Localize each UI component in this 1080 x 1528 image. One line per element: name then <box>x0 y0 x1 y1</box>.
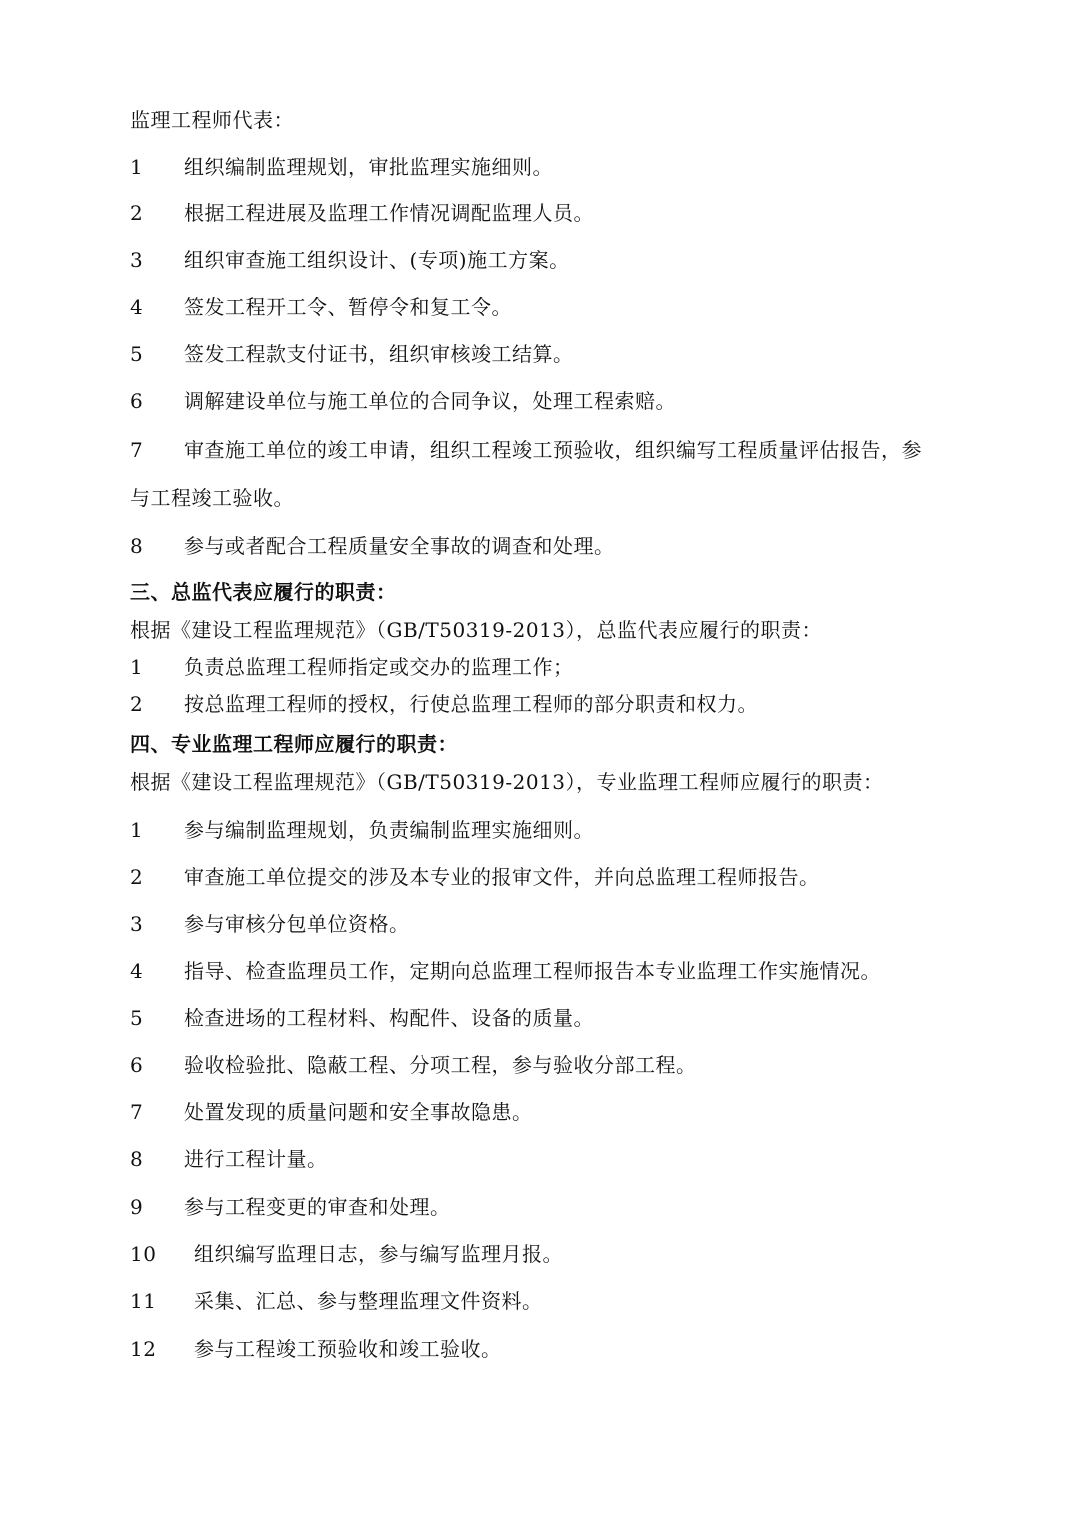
list-item <box>130 863 820 891</box>
item-text: 签发工程款支付证书，组织审核竣工结算。 <box>184 342 574 366</box>
list-item <box>130 1098 533 1126</box>
list-item <box>130 1240 563 1268</box>
list-item <box>130 340 574 368</box>
section3-intro: 根据《建设工程监理规范》（GB/T50319-2013），总监代表应履行的职责： <box>130 618 823 642</box>
item-text: 验收检验批、隐蔽工程、分项工程，参与验收分部工程。 <box>184 1053 697 1077</box>
list-item <box>130 246 570 274</box>
item-number: 12 <box>130 1337 157 1361</box>
item-number: 6 <box>130 1053 144 1077</box>
item-text: 指导、检查监理员工作，定期向总监理工程师报告本专业监理工作实施情况。 <box>184 959 881 983</box>
item-text: 组织审查施工组织设计、(专项)施工方案。 <box>184 248 570 272</box>
list-item <box>130 1145 328 1173</box>
item-number: 3 <box>130 248 144 272</box>
item-number: 2 <box>130 201 144 225</box>
item-number: 9 <box>130 1195 144 1219</box>
list-item <box>130 1287 543 1315</box>
item-text: 采集、汇总、参与整理监理文件资料。 <box>194 1289 543 1313</box>
item-number: 3 <box>130 912 144 936</box>
item-text: 参与工程竣工预验收和竣工验收。 <box>194 1337 502 1361</box>
item-number: 8 <box>130 1147 144 1171</box>
list-item <box>130 816 594 844</box>
item-text: 参与或者配合工程质量安全事故的调查和处理。 <box>184 534 615 558</box>
list-item <box>130 910 410 938</box>
item-text: 参与审核分包单位资格。 <box>184 912 410 936</box>
item-number: 2 <box>130 865 144 889</box>
item-number: 5 <box>130 342 144 366</box>
section2-intro: 监理工程师代表： <box>130 108 294 132</box>
item-number: 6 <box>130 389 144 413</box>
item-number: 7 <box>130 1100 144 1124</box>
list-item-continuation: 与工程竣工验收。 <box>130 486 294 510</box>
item-text: 处置发现的质量问题和安全事故隐患。 <box>184 1100 533 1124</box>
item-number: 5 <box>130 1006 144 1030</box>
item-number: 4 <box>130 959 144 983</box>
item-text: 组织编制监理规划，审批监理实施细则。 <box>184 155 553 179</box>
item-text: 参与编制监理规划，负责编制监理实施细则。 <box>184 818 594 842</box>
list-item <box>130 293 512 321</box>
item-number: 11 <box>130 1289 157 1313</box>
item-text: 进行工程计量。 <box>184 1147 328 1171</box>
list-item <box>130 690 758 718</box>
item-text: 参与工程变更的审查和处理。 <box>184 1195 451 1219</box>
item-number: 1 <box>130 818 144 842</box>
list-item <box>130 199 594 227</box>
list-item <box>130 1335 502 1363</box>
list-item <box>130 1193 451 1221</box>
list-item <box>130 532 615 560</box>
item-number: 8 <box>130 534 144 558</box>
item-text: 组织编写监理日志，参与编写监理月报。 <box>194 1242 563 1266</box>
item-text: 检查进场的工程材料、构配件、设备的质量。 <box>184 1006 594 1030</box>
section4-heading: 四、专业监理工程师应履行的职责： <box>130 732 458 756</box>
item-text: 调解建设单位与施工单位的合同争议，处理工程索赔。 <box>184 389 676 413</box>
item-text: 按总监理工程师的授权，行使总监理工程师的部分职责和权力。 <box>184 692 758 716</box>
item-number: 4 <box>130 295 144 319</box>
list-item <box>130 436 922 464</box>
item-text: 负责总监理工程师指定或交办的监理工作； <box>184 655 574 679</box>
list-item <box>130 653 574 681</box>
list-item <box>130 387 676 415</box>
list-item <box>130 1004 594 1032</box>
item-number: 7 <box>130 438 144 462</box>
item-text: 根据工程进展及监理工作情况调配监理人员。 <box>184 201 594 225</box>
item-text: 审查施工单位提交的涉及本专业的报审文件，并向总监理工程师报告。 <box>184 865 820 889</box>
section4-intro: 根据《建设工程监理规范》（GB/T50319-2013），专业监理工程师应履行的职责： <box>130 770 884 794</box>
list-item <box>130 1051 697 1079</box>
item-number: 2 <box>130 692 144 716</box>
item-number: 1 <box>130 155 144 179</box>
list-item <box>130 153 553 181</box>
section3-heading: 三、总监代表应履行的职责： <box>130 580 397 604</box>
list-item <box>130 957 881 985</box>
item-number: 10 <box>130 1242 157 1266</box>
item-number: 1 <box>130 655 144 679</box>
item-text: 审查施工单位的竣工申请，组织工程竣工预验收，组织编写工程质量评估报告，参 <box>184 438 922 462</box>
item-text: 签发工程开工令、暂停令和复工令。 <box>184 295 512 319</box>
